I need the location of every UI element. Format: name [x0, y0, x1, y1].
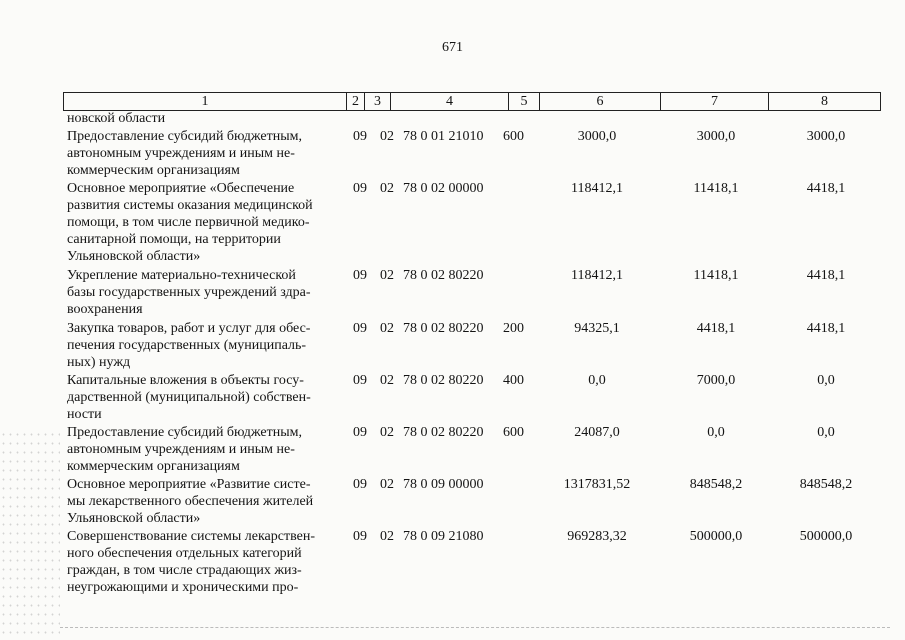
- cell-c6: 24087,0: [574, 425, 620, 440]
- cell-c4: 78 0 01 21010: [403, 129, 484, 144]
- cell-c6: 0,0: [588, 373, 606, 388]
- row-name-line: Предоставление субсидий бюджетным,: [67, 129, 303, 144]
- cell-c8: 4418,1: [806, 181, 846, 196]
- row-name: [67, 372, 345, 423]
- cell-c4: 78 0 02 80220: [403, 268, 484, 283]
- row-name-line: Ульяновской области»: [67, 511, 201, 526]
- cell-c4: 78 0 02 00000: [403, 181, 484, 196]
- cell-c3: 02: [380, 268, 394, 283]
- row-name-line: ного обеспечения отдельных категорий: [67, 546, 302, 561]
- header-col-5: 5: [508, 93, 539, 110]
- header-col-6: 6: [539, 93, 660, 110]
- cell-c8: 500000,0: [799, 529, 853, 544]
- row-name-line: автономным учреждениям и иным не-: [67, 146, 295, 161]
- header-col-3: 3: [364, 93, 390, 110]
- cell-c8: 0,0: [817, 425, 835, 440]
- cell-c2: 09: [353, 477, 367, 492]
- row-name: [67, 110, 345, 127]
- row-name-line: базы государственных учреждений здра-: [67, 285, 311, 300]
- cell-c6: 3000,0: [577, 129, 617, 144]
- row-name-line: Основное мероприятие «Развитие систе-: [67, 477, 311, 492]
- cell-c2: 09: [353, 129, 367, 144]
- cell-c5: 600: [503, 129, 524, 144]
- cell-c2: 09: [353, 425, 367, 440]
- row-name: [67, 528, 345, 596]
- cell-c8: 4418,1: [806, 268, 846, 283]
- cell-c7: 848548,2: [689, 477, 743, 492]
- row-name: [67, 320, 345, 371]
- row-name-line: Основное мероприятие «Обеспечение: [67, 181, 295, 196]
- cell-c2: 09: [353, 181, 367, 196]
- cell-c6: 969283,32: [567, 529, 627, 544]
- row-name-line: коммерческим организациям: [67, 163, 240, 178]
- cell-c2: 09: [353, 268, 367, 283]
- cell-c5: 200: [503, 321, 524, 336]
- cell-c7: 11418,1: [693, 268, 739, 283]
- cell-c3: 02: [380, 529, 394, 544]
- header-col-7: 7: [660, 93, 768, 110]
- header-col-8: 8: [768, 93, 880, 110]
- cell-c3: 02: [380, 477, 394, 492]
- cell-c4: 78 0 02 80220: [403, 425, 484, 440]
- cell-c8: 4418,1: [806, 321, 846, 336]
- row-name-line: Капитальные вложения в объекты госу-: [67, 373, 304, 388]
- cell-c3: 02: [380, 373, 394, 388]
- row-name: [67, 128, 345, 179]
- row-name: [67, 424, 345, 475]
- cell-c2: 09: [353, 529, 367, 544]
- page-number: 671: [442, 40, 463, 55]
- cell-c6: 118412,1: [571, 181, 623, 196]
- row-name: [67, 267, 345, 318]
- table-header: [63, 92, 881, 111]
- cell-c6: 94325,1: [574, 321, 620, 336]
- row-name: [67, 180, 345, 265]
- row-name-line: граждан, в том числе страдающих жиз-: [67, 563, 302, 578]
- row-name-line: ности: [67, 407, 102, 422]
- cell-c6: 1317831,52: [563, 477, 631, 492]
- cell-c8: 0,0: [817, 373, 835, 388]
- row-name-line: мы лекарственного обеспечения жителей: [67, 494, 314, 509]
- cell-c6: 118412,1: [571, 268, 623, 283]
- row-name-line: печения государственных (муниципаль-: [67, 338, 307, 353]
- cell-c7: 3000,0: [696, 129, 736, 144]
- cell-c8: 3000,0: [806, 129, 846, 144]
- cell-c4: 78 0 02 80220: [403, 373, 484, 388]
- row-name-line: развития системы оказания медицинской: [67, 198, 313, 213]
- cell-c3: 02: [380, 181, 394, 196]
- cell-c4: 78 0 09 21080: [403, 529, 484, 544]
- header-col-4: 4: [390, 93, 508, 110]
- cell-c7: 0,0: [707, 425, 725, 440]
- row-name-line: автономным учреждениям и иным не-: [67, 442, 295, 457]
- header-col-1: 1: [201, 94, 209, 109]
- cell-c3: 02: [380, 321, 394, 336]
- row-name: [67, 476, 345, 527]
- row-name-line: ных) нужд: [67, 355, 131, 370]
- row-name-line: дарственной (муниципальной) собствен-: [67, 390, 311, 405]
- row-name-line: Предоставление субсидий бюджетным,: [67, 425, 303, 440]
- cell-c7: 4418,1: [696, 321, 736, 336]
- row-name-line: помощи, в том числе первичной медико-: [67, 215, 310, 230]
- cell-c3: 02: [380, 425, 394, 440]
- header-col-2: 2: [346, 93, 364, 110]
- scan-speckle: [0, 430, 60, 640]
- cell-c7: 7000,0: [696, 373, 736, 388]
- cell-c4: 78 0 02 80220: [403, 321, 484, 336]
- cell-c7: 11418,1: [693, 181, 739, 196]
- row-name-line: Совершенствование системы лекарствен-: [67, 529, 316, 544]
- row-name-line: Ульяновской области»: [67, 249, 201, 264]
- row-name-line: коммерческим организациям: [67, 459, 240, 474]
- cell-c2: 09: [353, 321, 367, 336]
- row-name-line: Закупка товаров, работ и услуг для обес-: [67, 321, 311, 336]
- cell-c4: 78 0 09 00000: [403, 477, 484, 492]
- cell-c7: 500000,0: [689, 529, 743, 544]
- cell-c8: 848548,2: [799, 477, 853, 492]
- cell-c2: 09: [353, 373, 367, 388]
- cell-c3: 02: [380, 129, 394, 144]
- row-name-line: новской области: [67, 111, 166, 126]
- cell-c5: 600: [503, 425, 524, 440]
- row-name-line: неугрожающими и хроническими про-: [67, 580, 299, 595]
- row-name-line: санитарной помощи, на территории: [67, 232, 281, 247]
- row-name-line: воохранения: [67, 302, 143, 317]
- cell-c5: 400: [503, 373, 524, 388]
- bottom-rule: [60, 627, 890, 628]
- row-name-line: Укрепление материально-технической: [67, 268, 296, 283]
